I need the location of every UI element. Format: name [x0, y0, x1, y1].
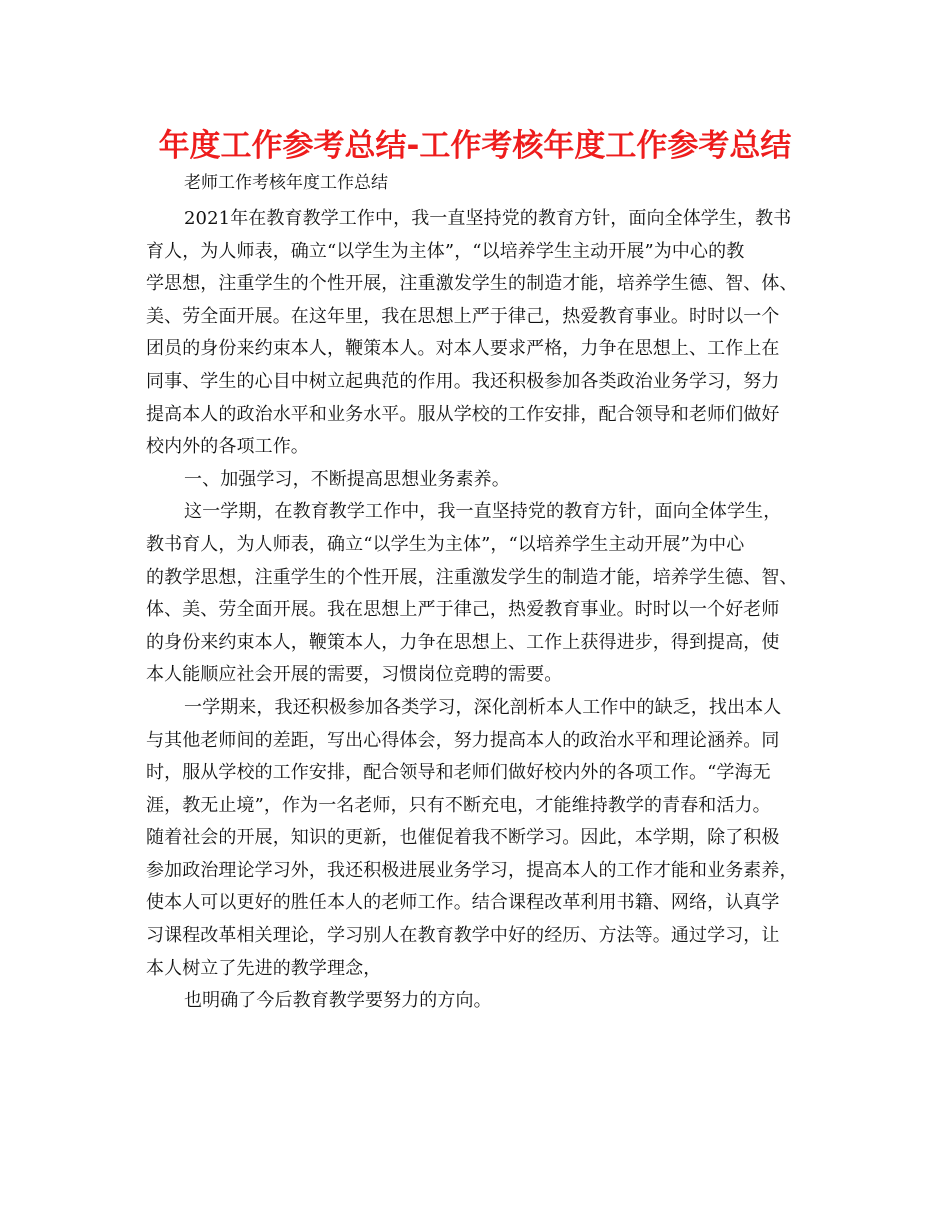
text-line: 校内外的各项工作。	[146, 436, 309, 458]
paragraph	[146, 985, 806, 1018]
paragraph	[146, 496, 806, 692]
text-line: 的身份来约束本人，鞭策本人，力争在思想上、工作上获得进步，得到提高，使	[146, 631, 780, 653]
paragraph	[146, 692, 806, 985]
paragraph	[146, 203, 806, 464]
document-body	[146, 203, 806, 1018]
text-line: 本人能顺应社会开展的需要，习惯岗位竞聘的需要。	[146, 664, 563, 686]
document-subtitle: 老师工作考核年度工作总结	[184, 173, 388, 193]
text-line: 一学期来，我还积极参加各类学习，深化剖析本人工作中的缺乏，找出本人	[184, 696, 782, 718]
section-heading	[146, 464, 806, 497]
text-line: 同事、学生的心目中树立起典范的作用。我还积极参加各类政治业务学习，努力	[146, 370, 780, 392]
text-line: 与其他老师间的差距，写出心得体会，努力提高本人的政治水平和理论涵养。同	[146, 729, 780, 751]
text-line: 教书育人，为人师表，确立“以学生为主体”，“以培养学生主动开展”为中心	[146, 533, 745, 555]
text-line: 提高本人的政治水平和业务水平。服从学校的工作安排，配合领导和老师们做好	[146, 403, 780, 425]
text-line: 团员的身份来约束本人，鞭策本人。对本人要求严格，力争在思想上、工作上在	[146, 338, 780, 360]
text-line: 习课程改革相关理论，学习别人在教育教学中好的经历、方法等。通过学习，让	[146, 925, 780, 947]
text-line: 参加政治理论学习外，我还积极进展业务学习，提高本人的工作才能和业务素养，	[146, 859, 798, 881]
text-line: 也明确了今后教育教学要努力的方向。	[184, 990, 492, 1012]
text-line: 2021年在教育教学工作中，我一直坚持党的教育方针，面向全体学生，教书	[184, 208, 792, 229]
text-line: 本人树立了先进的教学理念，	[146, 957, 382, 979]
text-line: 育人，为人师表，确立“以学生为主体”，“以培养学生主动开展”为中心的教	[146, 240, 745, 262]
text-line: 随着社会的开展，知识的更新，也催促着我不断学习。因此，本学期，除了积极	[146, 827, 780, 849]
text-line: 美、劳全面开展。在这年里，我在思想上严于律己，热爱教育事业。时时以一个	[146, 305, 780, 327]
text-line: 的教学思想，注重学生的个性开展，注重激发学生的制造才能，培养学生德、智、	[146, 566, 798, 588]
text-line: 学思想，注重学生的个性开展，注重激发学生的制造才能，培养学生德、智、体、	[146, 273, 798, 295]
document-title: 年度工作参考总结-工作考核年度工作参考总结	[158, 128, 792, 164]
text-line: 涯，教无止境”，作为一名老师，只有不断充电，才能维持教学的青春和活力。	[146, 794, 771, 816]
text-line: 时，服从学校的工作安排，配合领导和老师们做好校内外的各项工作。“学海无	[146, 762, 771, 784]
text-line: 这一学期，在教育教学工作中，我一直坚持党的教育方针，面向全体学生，	[184, 501, 782, 523]
text-line: 体、美、劳全面开展。我在思想上严于律己，热爱教育事业。时时以一个好老师	[146, 599, 780, 621]
text-line: 一、加强学习，不断提高思想业务素养。	[184, 468, 510, 490]
text-line: 使本人可以更好的胜任本人的老师工作。结合课程改革利用书籍、网络，认真学	[146, 892, 780, 914]
